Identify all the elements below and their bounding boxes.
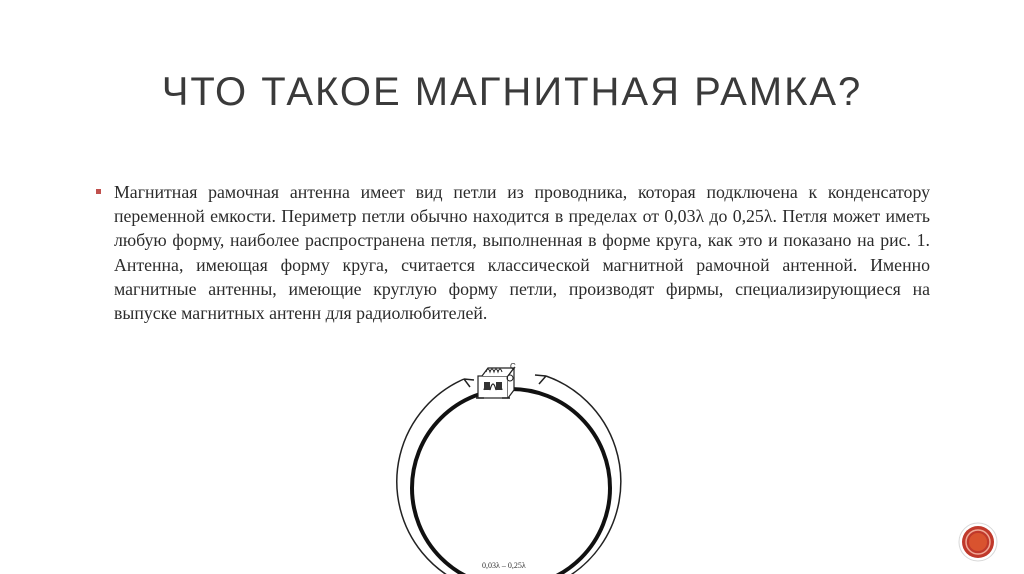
capacitor-label: C <box>510 362 516 371</box>
next-slide-button[interactable] <box>958 522 998 562</box>
slide-title: ЧТО ТАКОЕ МАГНИТНАЯ РАМКА? <box>161 70 863 114</box>
bullet-item <box>96 180 930 325</box>
figure-caption: 0,03λ – 0,25λ <box>482 561 526 570</box>
bullet-marker-icon <box>96 189 101 194</box>
slide-top-edge <box>0 0 1024 6</box>
left-arrow-icon <box>464 379 474 387</box>
loop-antenna-figure <box>396 356 628 574</box>
capacitor-icon <box>476 368 514 398</box>
loop-antenna-diagram <box>396 356 628 574</box>
next-slide-icon <box>958 522 998 562</box>
antenna-loop <box>412 389 610 574</box>
right-arrow-icon <box>535 375 546 384</box>
slide-content <box>96 180 930 325</box>
body-paragraph: Магнитная рамочная антенна имеет вид петли из проводника, которая подключена к конденсатору переменной емкости. Периметр петли обычно находится в пределах от 0,03λ до 0,25λ. Петля может иметь любую форму, наиболее распространена петля, выполненная в форме круга, как это и показано на рис. 1. Антенна, имеющая форму круга, считается классической магнитной рамочной антенной. Именно магнитные антенны, имеющие круглую форму петли, производят фирмы, специализирующиеся на выпуске магнитных антенн для радиолюбителей. <box>114 182 930 324</box>
